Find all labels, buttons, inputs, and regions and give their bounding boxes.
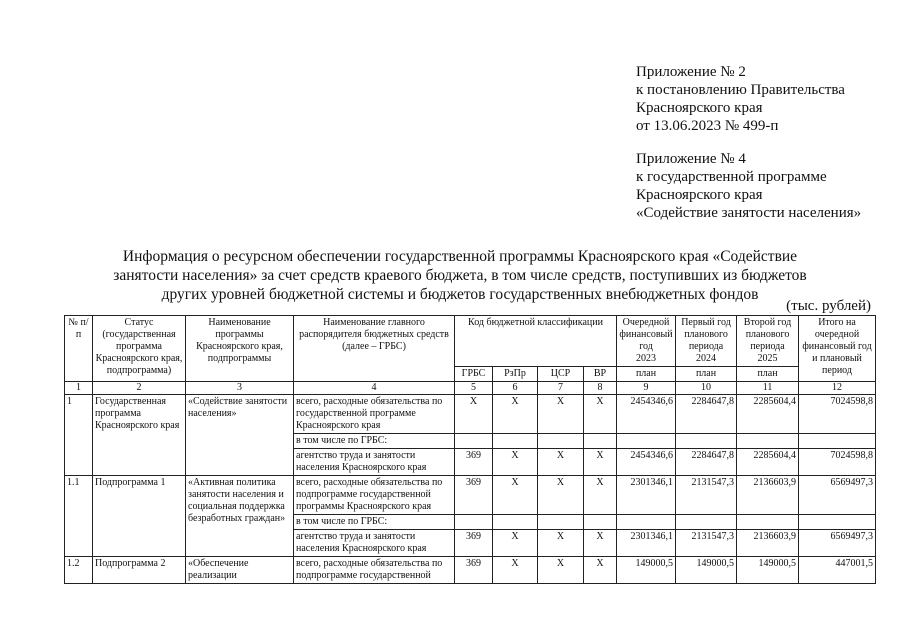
row-num: 1 (65, 395, 93, 476)
cell-total: 447001,5 (799, 557, 876, 584)
cell-2024: 149000,5 (676, 557, 737, 584)
annex-4-line: Приложение № 4 (636, 151, 746, 167)
header-num: № п/п (65, 316, 93, 382)
header-year-2025-value: 2025 (757, 353, 778, 364)
column-number: 10 (676, 382, 737, 395)
empty-cell (737, 434, 799, 449)
cell-grbs-code: 369 (455, 449, 493, 476)
empty-cell (737, 515, 799, 530)
cell-vr: X (584, 530, 617, 557)
empty-cell (584, 434, 617, 449)
column-number: 2 (93, 382, 186, 395)
cell-vr: X (584, 476, 617, 515)
header-code-rzpr: РзПр (493, 367, 538, 382)
annex-2-line: к постановлению Правительства (636, 82, 845, 98)
column-number: 11 (737, 382, 799, 395)
cell-rzpr: X (493, 476, 538, 515)
cell-total: 7024598,8 (799, 395, 876, 434)
empty-cell (617, 515, 676, 530)
empty-cell (799, 434, 876, 449)
cell-rzpr: X (493, 557, 538, 584)
cell-total: 6569497,3 (799, 530, 876, 557)
cell-2023: 2454346,6 (617, 449, 676, 476)
annex-2-line: Красноярского края (636, 100, 763, 116)
table-row (65, 557, 876, 584)
empty-cell (493, 434, 538, 449)
header-code-csr: ЦСР (538, 367, 584, 382)
row-grbs: в том числе по ГРБС: (294, 515, 455, 530)
cell-csr: X (538, 476, 584, 515)
cell-total: 7024598,8 (799, 449, 876, 476)
cell-csr: X (538, 449, 584, 476)
header-total: Итого на очередной финансовый год и плановый период (799, 316, 876, 382)
cell-2024: 2284647,8 (676, 449, 737, 476)
column-number: 5 (455, 382, 493, 395)
annex-4-line: к государственной программе (636, 169, 827, 185)
header-year-2025 (737, 316, 799, 367)
empty-cell (538, 515, 584, 530)
empty-cell (455, 434, 493, 449)
empty-cell (584, 515, 617, 530)
cell-2023: 2301346,1 (617, 476, 676, 515)
row-grbs: всего, расходные обязательства по подпрограмме государственной (294, 557, 455, 584)
cell-grbs-code: 369 (455, 476, 493, 515)
annex-2-line: Приложение № 2 (636, 64, 746, 80)
cell-rzpr: X (493, 530, 538, 557)
empty-cell (538, 434, 584, 449)
cell-vr: X (584, 557, 617, 584)
header-year-2023-label: Очередной финансовый год (619, 317, 673, 352)
column-number: 9 (617, 382, 676, 395)
row-status: Государственная программа Красноярского края (93, 395, 186, 476)
cell-csr: X (538, 530, 584, 557)
row-grbs: в том числе по ГРБС: (294, 434, 455, 449)
header-year-2024 (676, 316, 737, 367)
header-plan-2024: план (676, 367, 737, 382)
header-year-2025-label: Второй год планового периода (743, 317, 792, 352)
column-number: 8 (584, 382, 617, 395)
header-status: Статус (государственная программа Красноярского края, подпрограмма) (93, 316, 186, 382)
header-year-2024-value: 2024 (696, 353, 717, 364)
resource-table (64, 315, 876, 584)
column-number: 4 (294, 382, 455, 395)
annex-4-line: Красноярского края (636, 187, 763, 203)
cell-2025: 149000,5 (737, 557, 799, 584)
header-row (65, 316, 876, 367)
row-grbs: всего, расходные обязательства по государственной программе Красноярского края (294, 395, 455, 434)
column-number: 1 (65, 382, 93, 395)
row-status: Подпрограмма 2 (93, 557, 186, 584)
row-grbs: агентство труда и занятости населения Красноярского края (294, 449, 455, 476)
empty-cell (676, 515, 737, 530)
cell-2025: 2285604,4 (737, 449, 799, 476)
cell-total: 6569497,3 (799, 476, 876, 515)
row-name: «Содействие занятости населения» (186, 395, 294, 476)
row-num: 1.1 (65, 476, 93, 557)
cell-2023: 2454346,6 (617, 395, 676, 434)
cell-2024: 2131547,3 (676, 476, 737, 515)
cell-grbs-code: 369 (455, 557, 493, 584)
empty-cell (493, 515, 538, 530)
cell-2025: 2285604,4 (737, 395, 799, 434)
table-row (65, 476, 876, 515)
row-status: Подпрограмма 1 (93, 476, 186, 557)
header-grbs: Наименование главного распорядителя бюджетных средств (далее – ГРБС) (294, 316, 455, 382)
header-year-2023 (617, 316, 676, 367)
header-code-grbs: ГРБС (455, 367, 493, 382)
table-row (65, 395, 876, 434)
header-plan-2025: план (737, 367, 799, 382)
column-number: 6 (493, 382, 538, 395)
cell-2023: 2301346,1 (617, 530, 676, 557)
row-num: 1.2 (65, 557, 93, 584)
row-grbs: всего, расходные обязательства по подпрограмме государственной программы Красноярского края (294, 476, 455, 515)
column-number: 7 (538, 382, 584, 395)
document-title: Информация о ресурсном обеспечении государственной программы Красноярского края «Содействие занятости населения» за счет средств краевого бюджета, в том числе средств, поступивших из бюджетов других уровней бюджетной системы и бюджетов государственных внебюджетных фондов (113, 248, 807, 303)
header-year-2023-value: 2023 (636, 353, 657, 364)
row-name: «Обеспечение реализации (186, 557, 294, 584)
cell-2024: 2284647,8 (676, 395, 737, 434)
empty-cell (676, 434, 737, 449)
cell-2023: 149000,5 (617, 557, 676, 584)
empty-cell (799, 515, 876, 530)
header-code-vr: ВР (584, 367, 617, 382)
header-year-2024-label: Первый год планового периода (681, 317, 731, 352)
column-number: 3 (186, 382, 294, 395)
cell-rzpr: X (493, 395, 538, 434)
empty-cell (455, 515, 493, 530)
unit-label: (тыс. рублей) (786, 298, 871, 314)
cell-grbs-code: X (455, 395, 493, 434)
annex-2-stamp (636, 63, 845, 135)
cell-rzpr: X (493, 449, 538, 476)
empty-cell (617, 434, 676, 449)
header-plan-2023: план (617, 367, 676, 382)
cell-2024: 2131547,3 (676, 530, 737, 557)
annex-2-line: от 13.06.2023 № 499-п (636, 118, 779, 134)
cell-2025: 2136603,9 (737, 530, 799, 557)
cell-csr: X (538, 557, 584, 584)
annex-4-line: «Содействие занятости населения» (636, 205, 862, 221)
header-code: Код бюджетной классификации (455, 316, 617, 367)
cell-csr: X (538, 395, 584, 434)
cell-2025: 2136603,9 (737, 476, 799, 515)
cell-vr: X (584, 395, 617, 434)
column-number: 12 (799, 382, 876, 395)
cell-grbs-code: 369 (455, 530, 493, 557)
row-grbs: агентство труда и занятости населения Красноярского края (294, 530, 455, 557)
header-name: Наименование программы Красноярского края, подпрограммы (186, 316, 294, 382)
row-name: «Активная политика занятости населения и социальная поддержка безработных граждан» (186, 476, 294, 557)
annex-4-stamp (636, 150, 861, 222)
cell-vr: X (584, 449, 617, 476)
column-number-row (65, 382, 876, 395)
